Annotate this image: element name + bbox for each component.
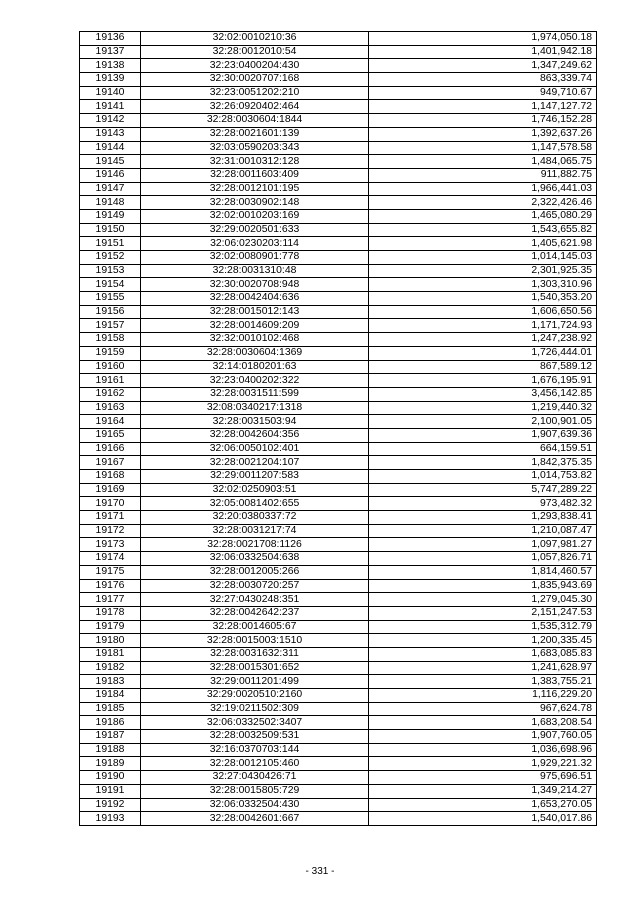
row-number-cell: 19171 [80, 511, 141, 525]
cadastral-number-cell: 32:28:0030604:1844 [141, 114, 369, 128]
row-number-cell: 19165 [80, 428, 141, 442]
value-cell: 1,842,375.35 [369, 456, 597, 470]
cadastral-number-cell: 32:06:0332502:3407 [141, 716, 369, 730]
value-cell: 1,974,050.18 [369, 32, 597, 46]
cadastral-number-cell: 32:28:0042404:636 [141, 292, 369, 306]
row-number-cell: 19144 [80, 141, 141, 155]
cadastral-number-cell: 32:28:0031511:599 [141, 387, 369, 401]
row-number-cell: 19138 [80, 59, 141, 73]
row-number-cell: 19143 [80, 127, 141, 141]
value-cell: 2,151,247.53 [369, 606, 597, 620]
cadastral-number-cell: 32:05:0081402:655 [141, 497, 369, 511]
cadastral-number-cell: 32:28:0030604:1369 [141, 346, 369, 360]
table-row [80, 634, 597, 648]
row-number-cell: 19148 [80, 196, 141, 210]
table-row [80, 401, 597, 415]
value-cell: 664,159.51 [369, 442, 597, 456]
value-cell: 1,535,312.79 [369, 620, 597, 634]
cadastral-number-cell: 32:28:0032509:531 [141, 730, 369, 744]
cadastral-number-cell: 32:02:0010203:169 [141, 209, 369, 223]
row-number-cell: 19188 [80, 743, 141, 757]
table-row [80, 196, 597, 210]
row-number-cell: 19169 [80, 483, 141, 497]
table-row [80, 743, 597, 757]
table-row [80, 59, 597, 73]
cadastral-number-cell: 32:23:0051202:210 [141, 86, 369, 100]
row-number-cell: 19181 [80, 647, 141, 661]
cadastral-number-cell: 32:28:0021708:1126 [141, 538, 369, 552]
value-cell: 863,339.74 [369, 73, 597, 87]
value-cell: 1,465,080.29 [369, 209, 597, 223]
table-row [80, 415, 597, 429]
cadastral-number-cell: 32:28:0031310:48 [141, 264, 369, 278]
value-cell: 1,835,943.69 [369, 579, 597, 593]
cadastral-number-cell: 32:29:0020501:633 [141, 223, 369, 237]
row-number-cell: 19142 [80, 114, 141, 128]
cadastral-number-cell: 32:28:0015805:729 [141, 784, 369, 798]
cadastral-number-cell: 32:06:0332504:430 [141, 798, 369, 812]
value-cell: 1,057,826.71 [369, 552, 597, 566]
value-cell: 1,683,085.83 [369, 647, 597, 661]
value-cell: 1,293,838.41 [369, 511, 597, 525]
table-row [80, 470, 597, 484]
cadastral-number-cell: 32:03:0590203:343 [141, 141, 369, 155]
cadastral-number-cell: 32:28:0015301:652 [141, 661, 369, 675]
table-row [80, 812, 597, 826]
value-cell: 911,882.75 [369, 168, 597, 182]
table-row [80, 237, 597, 251]
value-cell: 1,097,981.27 [369, 538, 597, 552]
row-number-cell: 19151 [80, 237, 141, 251]
row-number-cell: 19157 [80, 319, 141, 333]
row-number-cell: 19155 [80, 292, 141, 306]
cadastral-number-cell: 32:27:0430248:351 [141, 593, 369, 607]
table-row [80, 374, 597, 388]
cadastral-value-table [79, 31, 597, 826]
cadastral-number-cell: 32:30:0020708:948 [141, 278, 369, 292]
value-cell: 1,484,065.75 [369, 155, 597, 169]
row-number-cell: 19167 [80, 456, 141, 470]
table-row [80, 360, 597, 374]
row-number-cell: 19160 [80, 360, 141, 374]
row-number-cell: 19184 [80, 689, 141, 703]
value-cell: 975,696.51 [369, 771, 597, 785]
row-number-cell: 19190 [80, 771, 141, 785]
row-number-cell: 19191 [80, 784, 141, 798]
row-number-cell: 19172 [80, 524, 141, 538]
table-row [80, 346, 597, 360]
cadastral-number-cell: 32:19:0211502:309 [141, 702, 369, 716]
row-number-cell: 19163 [80, 401, 141, 415]
value-cell: 1,014,753.82 [369, 470, 597, 484]
table-row [80, 497, 597, 511]
row-number-cell: 19158 [80, 333, 141, 347]
value-cell: 973,482.32 [369, 497, 597, 511]
value-cell: 1,683,208.54 [369, 716, 597, 730]
cadastral-number-cell: 32:20:0380337:72 [141, 511, 369, 525]
table-row [80, 511, 597, 525]
row-number-cell: 19186 [80, 716, 141, 730]
table-row [80, 32, 597, 46]
value-cell: 1,349,214.27 [369, 784, 597, 798]
row-number-cell: 19182 [80, 661, 141, 675]
row-number-cell: 19141 [80, 100, 141, 114]
table-row [80, 675, 597, 689]
table-row [80, 771, 597, 785]
row-number-cell: 19183 [80, 675, 141, 689]
value-cell: 1,200,335.45 [369, 634, 597, 648]
value-cell: 1,347,249.62 [369, 59, 597, 73]
cadastral-number-cell: 32:06:0332504:638 [141, 552, 369, 566]
row-number-cell: 19189 [80, 757, 141, 771]
cadastral-number-cell: 32:28:0031503:94 [141, 415, 369, 429]
row-number-cell: 19159 [80, 346, 141, 360]
cadastral-number-cell: 32:30:0020707:168 [141, 73, 369, 87]
table-row [80, 73, 597, 87]
table-row [80, 127, 597, 141]
cadastral-number-cell: 32:29:0011201:499 [141, 675, 369, 689]
value-cell: 3,456,142.85 [369, 387, 597, 401]
row-number-cell: 19179 [80, 620, 141, 634]
table-row [80, 524, 597, 538]
row-number-cell: 19145 [80, 155, 141, 169]
value-cell: 2,100,901.05 [369, 415, 597, 429]
table-row [80, 784, 597, 798]
row-number-cell: 19177 [80, 593, 141, 607]
value-cell: 1,653,270.05 [369, 798, 597, 812]
value-cell: 949,710.67 [369, 86, 597, 100]
cadastral-number-cell: 32:28:0021204:107 [141, 456, 369, 470]
cadastral-number-cell: 32:29:0020510:2160 [141, 689, 369, 703]
table-row [80, 319, 597, 333]
cadastral-number-cell: 32:28:0030902:148 [141, 196, 369, 210]
row-number-cell: 19180 [80, 634, 141, 648]
value-cell: 1,401,942.18 [369, 45, 597, 59]
cadastral-number-cell: 32:28:0030720:257 [141, 579, 369, 593]
value-cell: 1,116,229.20 [369, 689, 597, 703]
table-row [80, 689, 597, 703]
table-row [80, 45, 597, 59]
table-row [80, 114, 597, 128]
value-cell: 1,279,045.30 [369, 593, 597, 607]
table-row [80, 483, 597, 497]
cadastral-number-cell: 32:27:0430426:71 [141, 771, 369, 785]
table-row [80, 456, 597, 470]
row-number-cell: 19136 [80, 32, 141, 46]
row-number-cell: 19140 [80, 86, 141, 100]
value-cell: 1,726,444.01 [369, 346, 597, 360]
table-row [80, 100, 597, 114]
row-number-cell: 19193 [80, 812, 141, 826]
cadastral-number-cell: 32:14:0180201:63 [141, 360, 369, 374]
row-number-cell: 19192 [80, 798, 141, 812]
cadastral-number-cell: 32:28:0012010:54 [141, 45, 369, 59]
cadastral-number-cell: 32:28:0012005:266 [141, 565, 369, 579]
value-cell: 1,543,655.82 [369, 223, 597, 237]
table-row [80, 593, 597, 607]
value-cell: 1,746,152.28 [369, 114, 597, 128]
table-row [80, 552, 597, 566]
value-cell: 1,405,621.98 [369, 237, 597, 251]
row-number-cell: 19170 [80, 497, 141, 511]
page-number: - 331 - [305, 866, 335, 877]
value-cell: 1,540,353.20 [369, 292, 597, 306]
value-cell: 1,540,017.86 [369, 812, 597, 826]
table-row [80, 209, 597, 223]
cadastral-number-cell: 32:31:0010312:128 [141, 155, 369, 169]
cadastral-number-cell: 32:06:0050102:401 [141, 442, 369, 456]
cadastral-number-cell: 32:28:0021601:139 [141, 127, 369, 141]
row-number-cell: 19152 [80, 251, 141, 265]
cadastral-number-cell: 32:06:0230203:114 [141, 237, 369, 251]
value-cell: 1,014,145.03 [369, 251, 597, 265]
value-cell: 1,966,441.03 [369, 182, 597, 196]
cadastral-number-cell: 32:32:0010102:468 [141, 333, 369, 347]
value-cell: 1,383,755.21 [369, 675, 597, 689]
value-cell: 2,301,925.35 [369, 264, 597, 278]
cadastral-number-cell: 32:28:0014609:209 [141, 319, 369, 333]
cadastral-number-cell: 32:28:0042642:237 [141, 606, 369, 620]
cadastral-number-cell: 32:16:0370703:144 [141, 743, 369, 757]
value-cell: 1,147,578.58 [369, 141, 597, 155]
table-row [80, 579, 597, 593]
row-number-cell: 19150 [80, 223, 141, 237]
cadastral-number-cell: 32:28:0042604:356 [141, 428, 369, 442]
table-row [80, 251, 597, 265]
row-number-cell: 19162 [80, 387, 141, 401]
row-number-cell: 19139 [80, 73, 141, 87]
cadastral-number-cell: 32:23:0400202:322 [141, 374, 369, 388]
table-row [80, 757, 597, 771]
cadastral-number-cell: 32:28:0012101:195 [141, 182, 369, 196]
table-row [80, 442, 597, 456]
cadastral-number-cell: 32:28:0011603:409 [141, 168, 369, 182]
table-row [80, 428, 597, 442]
table-row [80, 292, 597, 306]
value-cell: 967,624.78 [369, 702, 597, 716]
row-number-cell: 19176 [80, 579, 141, 593]
table-row [80, 798, 597, 812]
row-number-cell: 19185 [80, 702, 141, 716]
value-cell: 1,929,221.32 [369, 757, 597, 771]
table-row [80, 264, 597, 278]
value-cell: 1,392,637.26 [369, 127, 597, 141]
cadastral-number-cell: 32:28:0015003:1510 [141, 634, 369, 648]
table-row [80, 155, 597, 169]
value-cell: 1,147,127.72 [369, 100, 597, 114]
cadastral-number-cell: 32:29:0011207:583 [141, 470, 369, 484]
value-cell: 2,322,426.46 [369, 196, 597, 210]
table-row [80, 620, 597, 634]
row-number-cell: 19174 [80, 552, 141, 566]
row-number-cell: 19173 [80, 538, 141, 552]
cadastral-number-cell: 32:28:0012105:460 [141, 757, 369, 771]
cadastral-number-cell: 32:28:0015012:143 [141, 305, 369, 319]
value-cell: 1,303,310.96 [369, 278, 597, 292]
value-cell: 1,210,087.47 [369, 524, 597, 538]
value-cell: 1,241,628.97 [369, 661, 597, 675]
row-number-cell: 19153 [80, 264, 141, 278]
row-number-cell: 19164 [80, 415, 141, 429]
table-row [80, 730, 597, 744]
table-row [80, 305, 597, 319]
row-number-cell: 19154 [80, 278, 141, 292]
table-row [80, 606, 597, 620]
table-body [80, 32, 597, 826]
table-row [80, 702, 597, 716]
row-number-cell: 19161 [80, 374, 141, 388]
row-number-cell: 19146 [80, 168, 141, 182]
row-number-cell: 19156 [80, 305, 141, 319]
row-number-cell: 19149 [80, 209, 141, 223]
value-cell: 1,606,650.56 [369, 305, 597, 319]
table-row [80, 86, 597, 100]
table-row [80, 538, 597, 552]
row-number-cell: 19137 [80, 45, 141, 59]
value-cell: 1,907,639.36 [369, 428, 597, 442]
table-row [80, 661, 597, 675]
cadastral-number-cell: 32:02:0250903:51 [141, 483, 369, 497]
value-cell: 1,676,195.91 [369, 374, 597, 388]
cadastral-number-cell: 32:02:0010210:36 [141, 32, 369, 46]
table-row [80, 223, 597, 237]
value-cell: 867,589.12 [369, 360, 597, 374]
table-row [80, 716, 597, 730]
row-number-cell: 19166 [80, 442, 141, 456]
cadastral-number-cell: 32:23:0400204:430 [141, 59, 369, 73]
table-row [80, 333, 597, 347]
table-row [80, 141, 597, 155]
value-cell: 1,247,238.92 [369, 333, 597, 347]
value-cell: 1,171,724.93 [369, 319, 597, 333]
value-cell: 1,907,760.05 [369, 730, 597, 744]
table-row [80, 168, 597, 182]
cadastral-number-cell: 32:26:0920402:464 [141, 100, 369, 114]
table-row [80, 278, 597, 292]
table-row [80, 387, 597, 401]
table-row [80, 647, 597, 661]
value-cell: 1,036,698.96 [369, 743, 597, 757]
value-cell: 5,747,289.22 [369, 483, 597, 497]
row-number-cell: 19187 [80, 730, 141, 744]
row-number-cell: 19178 [80, 606, 141, 620]
row-number-cell: 19168 [80, 470, 141, 484]
table-row [80, 565, 597, 579]
row-number-cell: 19147 [80, 182, 141, 196]
row-number-cell: 19175 [80, 565, 141, 579]
cadastral-number-cell: 32:28:0031632:311 [141, 647, 369, 661]
cadastral-number-cell: 32:28:0042601:667 [141, 812, 369, 826]
cadastral-number-cell: 32:08:0340217:1318 [141, 401, 369, 415]
cadastral-number-cell: 32:02:0080901:778 [141, 251, 369, 265]
value-cell: 1,219,440.32 [369, 401, 597, 415]
cadastral-number-cell: 32:28:0031217:74 [141, 524, 369, 538]
table-row [80, 182, 597, 196]
cadastral-number-cell: 32:28:0014605:67 [141, 620, 369, 634]
value-cell: 1,814,460.57 [369, 565, 597, 579]
